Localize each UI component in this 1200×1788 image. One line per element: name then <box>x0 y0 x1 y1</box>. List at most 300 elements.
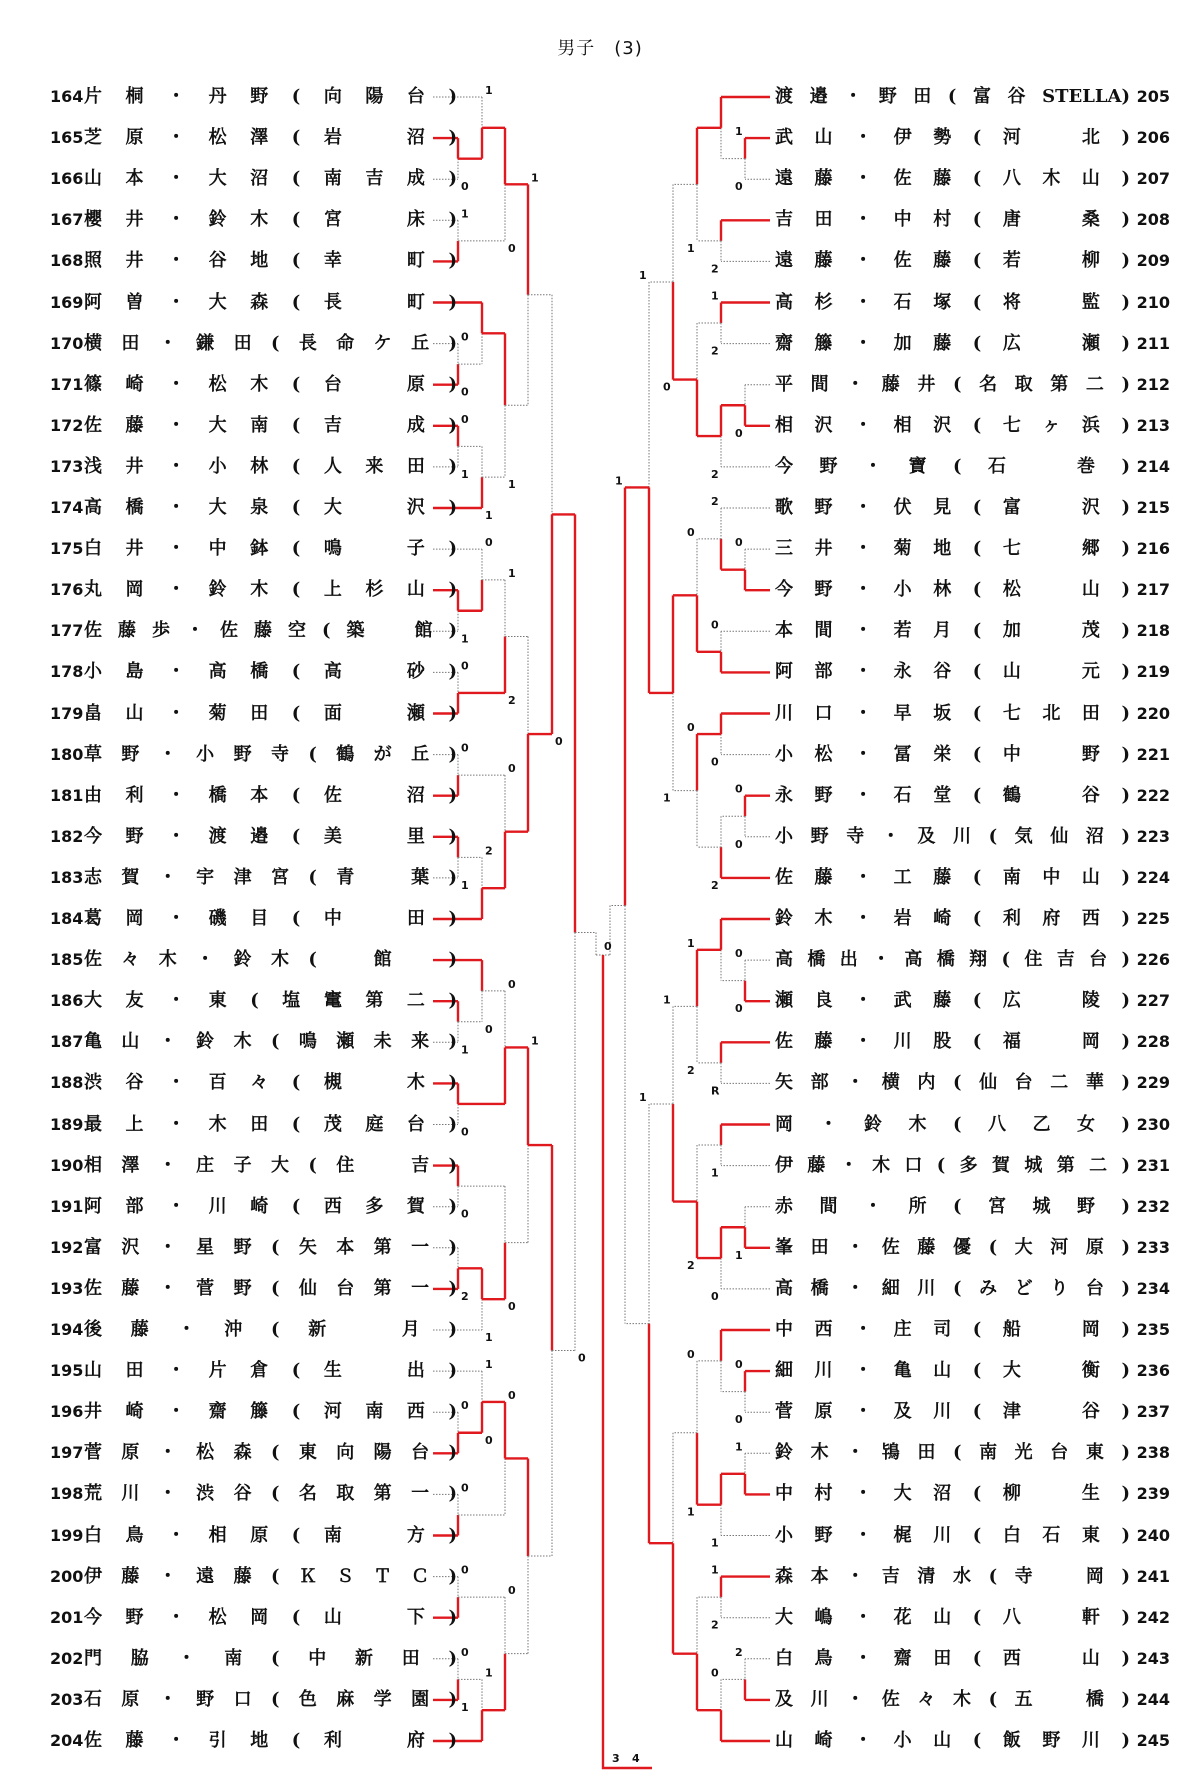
score-label: 0 <box>461 659 469 673</box>
score-label: 0 <box>735 1358 743 1372</box>
entry-name: 大友・東(塩竃第二) <box>84 990 457 1012</box>
entry-number: 175 <box>50 539 84 559</box>
entry-number: 167 <box>50 210 84 230</box>
entry-row <box>50 617 457 645</box>
entry-name: 今野・小林(松 山) <box>775 579 1130 601</box>
entry-name: 瀬良・武藤(広 陵) <box>775 990 1130 1012</box>
entry-number: 213 <box>1136 415 1170 435</box>
entry-name: 岡・鈴木(八乙女) <box>775 1113 1130 1135</box>
entry-row <box>50 864 457 892</box>
entry-name: 遠藤・佐藤(若 柳) <box>775 250 1130 272</box>
entry-row <box>50 535 457 563</box>
score-label: 0 <box>461 1207 469 1221</box>
entry-row <box>50 1275 457 1303</box>
entry-row <box>775 905 1170 933</box>
entry-name: 富沢・星野(矢本第一) <box>84 1236 457 1258</box>
entry-row <box>775 289 1170 317</box>
entry-number: 172 <box>50 415 84 435</box>
entry-row <box>50 330 457 358</box>
score-label: 1 <box>687 1505 695 1519</box>
score-label: 0 <box>711 1289 719 1303</box>
entry-name: 山本・大沼(南吉成) <box>84 168 457 190</box>
score-label: 0 <box>461 385 469 399</box>
score-label: 2 <box>687 1063 695 1077</box>
score-label: 0 <box>735 180 743 194</box>
score-label: 0 <box>578 1351 586 1365</box>
entry-row <box>775 165 1170 193</box>
score-label: 1 <box>461 632 469 646</box>
entry-number: 179 <box>50 703 84 723</box>
entry-name: 佐藤・引地(利 府) <box>84 1730 457 1751</box>
score-label: 0 <box>687 721 695 735</box>
entry-number: 242 <box>1136 1607 1170 1627</box>
score-label: 0 <box>461 741 469 755</box>
entry-name: 佐藤歩・佐藤空(築 館) <box>84 620 457 642</box>
entry-row <box>50 823 457 851</box>
score-label: 0 <box>508 1300 516 1314</box>
entry-row <box>775 83 1170 111</box>
entry-number: 211 <box>1136 333 1170 353</box>
entry-number: 231 <box>1136 1155 1170 1175</box>
score-label: 0 <box>508 241 516 255</box>
entry-row <box>50 1439 457 1467</box>
score-label: 1 <box>639 1090 647 1104</box>
entry-number: 174 <box>50 498 84 517</box>
score-label: 0 <box>687 525 695 539</box>
entry-row <box>50 289 457 317</box>
entry-name: 大嶋・花山(八 軒) <box>775 1606 1130 1628</box>
score-label: 0 <box>735 837 743 851</box>
entry-number: 217 <box>1136 580 1170 600</box>
entry-row <box>775 782 1170 810</box>
entry-number: 173 <box>50 456 84 476</box>
score-label: 1 <box>461 878 469 892</box>
entry-name: 菅原・及川(津 谷) <box>775 1401 1130 1423</box>
entry-number: 202 <box>50 1648 84 1668</box>
entry-number: 166 <box>50 169 84 189</box>
entry-number: 234 <box>1136 1278 1170 1298</box>
entry-row <box>50 1193 457 1221</box>
entry-name: 伊藤・木口(多賀城第二) <box>775 1154 1130 1176</box>
entry-number: 207 <box>1136 169 1170 189</box>
entry-number: 189 <box>50 1114 84 1134</box>
entry-name: 白鳥・齋田(西 山) <box>775 1647 1130 1669</box>
entry-row <box>775 576 1170 604</box>
entry-row <box>775 987 1170 1015</box>
score-label: 2 <box>711 1618 719 1632</box>
entry-name: 石原・野口(色麻学園) <box>84 1688 457 1710</box>
entry-name: 山崎・小山(飯野川) <box>775 1730 1130 1751</box>
entry-number: 180 <box>50 744 84 764</box>
entry-number: 204 <box>50 1731 84 1750</box>
entry-row <box>775 1028 1170 1056</box>
entry-row <box>50 741 457 769</box>
entry-name: 片桐・丹野(向陽台) <box>84 86 457 107</box>
entry-name: 由利・橋本(佐 沼) <box>84 784 457 806</box>
entry-name: 中西・庄司(船 岡) <box>775 1319 1130 1340</box>
entry-row <box>775 535 1170 563</box>
entry-number: 193 <box>50 1278 84 1298</box>
entry-number: 218 <box>1136 621 1170 641</box>
entry-name: 佐藤・菅野(仙台第一) <box>84 1277 457 1299</box>
entry-row <box>775 206 1170 234</box>
score-label: 1 <box>687 936 695 950</box>
entry-row <box>775 1152 1170 1180</box>
entry-number: 184 <box>50 909 84 928</box>
entry-number: 164 <box>50 87 84 106</box>
entry-number: 244 <box>1136 1689 1170 1709</box>
entry-row <box>775 1480 1170 1508</box>
entry-name: 高橋・細川(みどり台) <box>775 1277 1130 1299</box>
entry-number: 205 <box>1136 87 1170 106</box>
score-label: 2 <box>485 844 493 858</box>
entry-name: 荒川・渋谷(名取第一) <box>84 1483 457 1505</box>
score-label: 0 <box>555 735 563 749</box>
score-label: 0 <box>711 618 719 632</box>
score-label: 0 <box>735 536 743 550</box>
score-label: 2 <box>461 1289 469 1303</box>
entry-name: 中村・大沼(柳 生) <box>775 1483 1130 1505</box>
entry-row <box>50 1234 457 1262</box>
entry-number: 221 <box>1136 744 1170 764</box>
score-label: 1 <box>663 791 671 805</box>
entry-name: 白井・中鉢(鳴 子) <box>84 538 457 560</box>
score-label: 0 <box>461 1125 469 1139</box>
entry-name: 白鳥・相原(南 方) <box>84 1524 457 1546</box>
entry-name: 佐藤・工藤(南中山) <box>775 866 1130 888</box>
entry-row <box>775 1522 1170 1550</box>
entry-name: 丸岡・鈴木(上杉山) <box>84 579 457 601</box>
entry-row <box>50 83 457 111</box>
score-label: 2 <box>687 1259 695 1273</box>
score-label: 1 <box>711 289 719 303</box>
entry-name: 草野・小野寺(鶴が丘) <box>84 743 457 765</box>
score-label: 0 <box>735 426 743 440</box>
entry-number: 208 <box>1136 210 1170 230</box>
entry-name: 佐藤・川股(福 岡) <box>775 1031 1130 1053</box>
entry-number: 176 <box>50 580 84 600</box>
entry-number: 206 <box>1136 128 1170 148</box>
score-label: 0 <box>485 1022 493 1036</box>
entry-row <box>50 1727 457 1755</box>
entry-name: 及川・佐々木(五 橋) <box>775 1688 1130 1710</box>
entry-name: 三井・菊地(七 郷) <box>775 538 1130 560</box>
entry-number: 178 <box>50 662 84 682</box>
entry-name: 小野・梶川(白石東) <box>775 1524 1130 1546</box>
entry-name: 吉田・中村(唐 桑) <box>775 209 1130 231</box>
entry-name: 葛岡・磯目(中 田) <box>84 908 457 929</box>
entry-row <box>775 1563 1170 1591</box>
entry-row <box>50 946 457 974</box>
entry-name: 今野・渡邉(美 里) <box>84 825 457 847</box>
entry-number: 233 <box>1136 1237 1170 1257</box>
entry-name: 今野・松岡(山 下) <box>84 1606 457 1628</box>
score-label: 1 <box>735 125 743 139</box>
entry-row <box>775 1069 1170 1097</box>
entry-row <box>50 1522 457 1550</box>
entry-row <box>775 453 1170 481</box>
score-label: 2 <box>508 693 516 707</box>
score-label: 1 <box>531 171 539 185</box>
entry-number: 197 <box>50 1443 84 1463</box>
score-label: 1 <box>735 1440 743 1454</box>
entry-row <box>50 905 457 933</box>
entry-row <box>775 1111 1170 1139</box>
entry-row <box>775 247 1170 275</box>
score-label: 1 <box>735 1248 743 1262</box>
entry-row <box>50 206 457 234</box>
score-label: 2 <box>711 467 719 481</box>
score-label: 1 <box>461 1043 469 1057</box>
score-label: 0 <box>508 762 516 776</box>
entry-number: 219 <box>1136 662 1170 682</box>
score-label: 0 <box>461 1563 469 1577</box>
score-label: 1 <box>461 1700 469 1714</box>
score-label: 1 <box>615 474 623 488</box>
score-label: 0 <box>663 380 671 394</box>
score-label: 4 <box>632 1752 640 1765</box>
score-label: 1 <box>485 84 493 97</box>
entry-name: 渋谷・百々(槻 木) <box>84 1072 457 1094</box>
entry-number: 212 <box>1136 374 1170 394</box>
entry-number: 236 <box>1136 1361 1170 1381</box>
entry-row <box>50 576 457 604</box>
entry-name: 高橋出・高橋翔(住吉台) <box>775 949 1130 971</box>
entry-row <box>775 1439 1170 1467</box>
entry-number: 192 <box>50 1237 84 1257</box>
score-label: 0 <box>735 782 743 796</box>
entry-name: 渡邉・野田(富谷STELLA) <box>775 86 1130 107</box>
entry-number: 238 <box>1136 1443 1170 1463</box>
entry-name: 佐藤・大南(吉 成) <box>84 414 457 436</box>
entry-name: 武山・伊勢(河 北) <box>775 127 1130 149</box>
entry-number: 201 <box>50 1607 84 1627</box>
entry-row <box>50 1069 457 1097</box>
entry-name: 最上・木田(茂庭台) <box>84 1113 457 1135</box>
bracket-win-line <box>603 955 652 1768</box>
entry-number: 186 <box>50 991 84 1011</box>
entry-number: 220 <box>1136 703 1170 723</box>
entry-number: 170 <box>50 333 84 353</box>
entry-number: 194 <box>50 1320 84 1339</box>
score-label: 1 <box>485 1666 493 1680</box>
score-label: 1 <box>639 268 647 282</box>
entry-name: 篠崎・松木(台 原) <box>84 373 457 395</box>
entry-row <box>775 412 1170 440</box>
entry-number: 222 <box>1136 785 1170 805</box>
entry-row <box>775 658 1170 686</box>
entry-number: 203 <box>50 1689 84 1709</box>
entry-name: 佐々木・鈴木( 館 ) <box>84 949 457 971</box>
entry-name: 芝原・松澤(岩 沼) <box>84 127 457 149</box>
entry-number: 210 <box>1136 292 1170 312</box>
entry-name: 阿部・永谷(山 元) <box>775 661 1130 683</box>
score-label: 0 <box>711 755 719 769</box>
score-label: 0 <box>735 1002 743 1016</box>
entry-row <box>50 1357 457 1385</box>
score-label: 1 <box>711 1166 719 1180</box>
entry-number: 165 <box>50 128 84 148</box>
entry-number: 196 <box>50 1402 84 1422</box>
entry-name: 横田・鎌田(長命ケ丘) <box>84 332 457 354</box>
entry-number: 183 <box>50 867 84 887</box>
entry-name: 鈴木・鴇田(南光台東) <box>775 1442 1130 1464</box>
entry-number: 190 <box>50 1155 84 1175</box>
entry-row <box>775 864 1170 892</box>
score-label: 0 <box>508 977 516 991</box>
score-label: 3 <box>612 1752 620 1765</box>
entry-name: 峯田・佐藤優(大河原) <box>775 1236 1130 1258</box>
score-label: 0 <box>461 180 469 194</box>
entry-name: 浅井・小林(人来田) <box>84 455 457 477</box>
entry-name: 櫻井・鈴木(宮 床) <box>84 209 457 231</box>
entry-number: 241 <box>1136 1566 1170 1586</box>
score-label: 2 <box>735 1645 743 1659</box>
score-label: 2 <box>711 878 719 892</box>
score-label: 0 <box>687 1347 695 1361</box>
score-label: 1 <box>485 1358 493 1372</box>
entry-row <box>775 1398 1170 1426</box>
entry-number: 228 <box>1136 1032 1170 1052</box>
score-label: 2 <box>711 344 719 358</box>
entry-row <box>50 1398 457 1426</box>
entry-row <box>50 412 457 440</box>
entry-name: 照井・谷地(幸 町) <box>84 250 457 272</box>
entry-name: 畠山・菊田(面 瀬) <box>84 702 457 724</box>
entry-number: 230 <box>1136 1114 1170 1134</box>
entry-number: 198 <box>50 1484 84 1504</box>
entry-name: 菅原・松森(東向陽台) <box>84 1442 457 1464</box>
score-label: 0 <box>735 947 743 961</box>
score-label: 1 <box>531 1034 539 1048</box>
entry-name: 阿曽・大森(長 町) <box>84 291 457 313</box>
entry-name: 山田・片倉(生 出) <box>84 1360 457 1382</box>
entry-number: 199 <box>50 1525 84 1545</box>
entry-name: 高橋・大泉(大 沢) <box>84 497 457 518</box>
entry-number: 245 <box>1136 1731 1170 1750</box>
entry-name: 細川・亀山(大 衡) <box>775 1360 1130 1382</box>
score-label: 0 <box>735 1413 743 1427</box>
entry-row <box>775 371 1170 399</box>
entry-number: 229 <box>1136 1073 1170 1093</box>
entry-number: 226 <box>1136 950 1170 970</box>
entry-number: 169 <box>50 292 84 312</box>
entry-row <box>775 1275 1170 1303</box>
entry-row <box>775 1193 1170 1221</box>
entry-number: 168 <box>50 251 84 271</box>
score-label: 1 <box>508 566 516 580</box>
score-label: 0 <box>604 940 612 953</box>
entry-number: 188 <box>50 1073 84 1093</box>
entry-row <box>775 1604 1170 1632</box>
score-label: 0 <box>461 1645 469 1659</box>
score-label: 0 <box>508 1388 516 1402</box>
entry-row <box>50 247 457 275</box>
entry-row <box>50 124 457 152</box>
entry-number: 181 <box>50 785 84 805</box>
entry-number: 171 <box>50 374 84 394</box>
entry-name: 森本・吉清水(寺 岡) <box>775 1565 1130 1587</box>
entry-row <box>50 1645 457 1673</box>
entry-name: 井崎・齋籐(河南西) <box>84 1401 457 1423</box>
score-label: 1 <box>687 241 695 255</box>
entry-row <box>50 987 457 1015</box>
entry-number: 225 <box>1136 909 1170 928</box>
entry-row <box>50 494 457 522</box>
entry-name: 後藤・沖(新 月) <box>84 1319 457 1340</box>
entry-name: 亀山・鈴木(鳴瀬未来) <box>84 1031 457 1053</box>
score-label: 2 <box>711 262 719 276</box>
entry-number: 187 <box>50 1032 84 1052</box>
entry-row <box>775 330 1170 358</box>
page-title: 男子 (3) <box>557 38 643 59</box>
entry-number: 216 <box>1136 539 1170 559</box>
entry-row <box>775 1234 1170 1262</box>
score-label: 1 <box>711 1563 719 1577</box>
entry-row <box>775 1645 1170 1673</box>
score-label: 0 <box>461 412 469 426</box>
entry-row <box>775 494 1170 522</box>
entry-row <box>50 165 457 193</box>
entry-number: 227 <box>1136 991 1170 1011</box>
entry-row <box>775 1357 1170 1385</box>
entry-row <box>775 741 1170 769</box>
entry-number: 239 <box>1136 1484 1170 1504</box>
entry-name: 齋籐・加藤(広 瀬) <box>775 332 1130 354</box>
entry-name: 小野寺・及川(気仙沼) <box>775 825 1130 847</box>
score-label: 0 <box>461 330 469 344</box>
entry-name: 本間・若月(加 茂) <box>775 620 1130 642</box>
entry-number: 209 <box>1136 251 1170 271</box>
entry-name: 小松・冨栄(中 野) <box>775 743 1130 765</box>
entry-name: 今野・寶(石 巻) <box>775 455 1130 477</box>
entry-number: 185 <box>50 950 84 970</box>
entry-row <box>775 1686 1170 1714</box>
entry-name: 門脇・南(中新田) <box>84 1647 457 1669</box>
entry-number: 191 <box>50 1196 84 1216</box>
entry-number: 235 <box>1136 1320 1170 1339</box>
entry-name: 矢部・横内(仙台二華) <box>775 1072 1130 1094</box>
entry-name: 平間・藤井(名取第二) <box>775 373 1130 395</box>
entry-number: 182 <box>50 826 84 846</box>
entry-name: 小島・高橋(高 砂) <box>84 661 457 683</box>
entry-number: 223 <box>1136 826 1170 846</box>
entry-row <box>50 658 457 686</box>
entry-row <box>50 1563 457 1591</box>
score-label: R <box>711 1084 720 1098</box>
entry-number: 215 <box>1136 498 1170 517</box>
entry-row <box>775 946 1170 974</box>
score-label: 0 <box>461 1399 469 1413</box>
score-label: 1 <box>485 1331 493 1344</box>
score-label: 0 <box>461 1481 469 1495</box>
bracket-line <box>610 906 625 955</box>
entry-number: 240 <box>1136 1525 1170 1545</box>
entry-number: 195 <box>50 1361 84 1381</box>
entry-row <box>775 1316 1170 1344</box>
entry-row <box>50 1686 457 1714</box>
entry-name: 相澤・庄子大(住 吉) <box>84 1154 457 1176</box>
score-label: 1 <box>461 467 469 481</box>
entry-row <box>50 1480 457 1508</box>
score-label: 1 <box>485 509 493 522</box>
entry-name: 伊藤・遠藤(ＫＳＴＣ) <box>84 1565 457 1587</box>
entry-name: 永野・石堂(鶴 谷) <box>775 784 1130 806</box>
score-label: 1 <box>663 993 671 1007</box>
entry-number: 177 <box>50 621 84 641</box>
entry-row <box>775 124 1170 152</box>
entry-name: 川口・早坂(七北田) <box>775 702 1130 724</box>
